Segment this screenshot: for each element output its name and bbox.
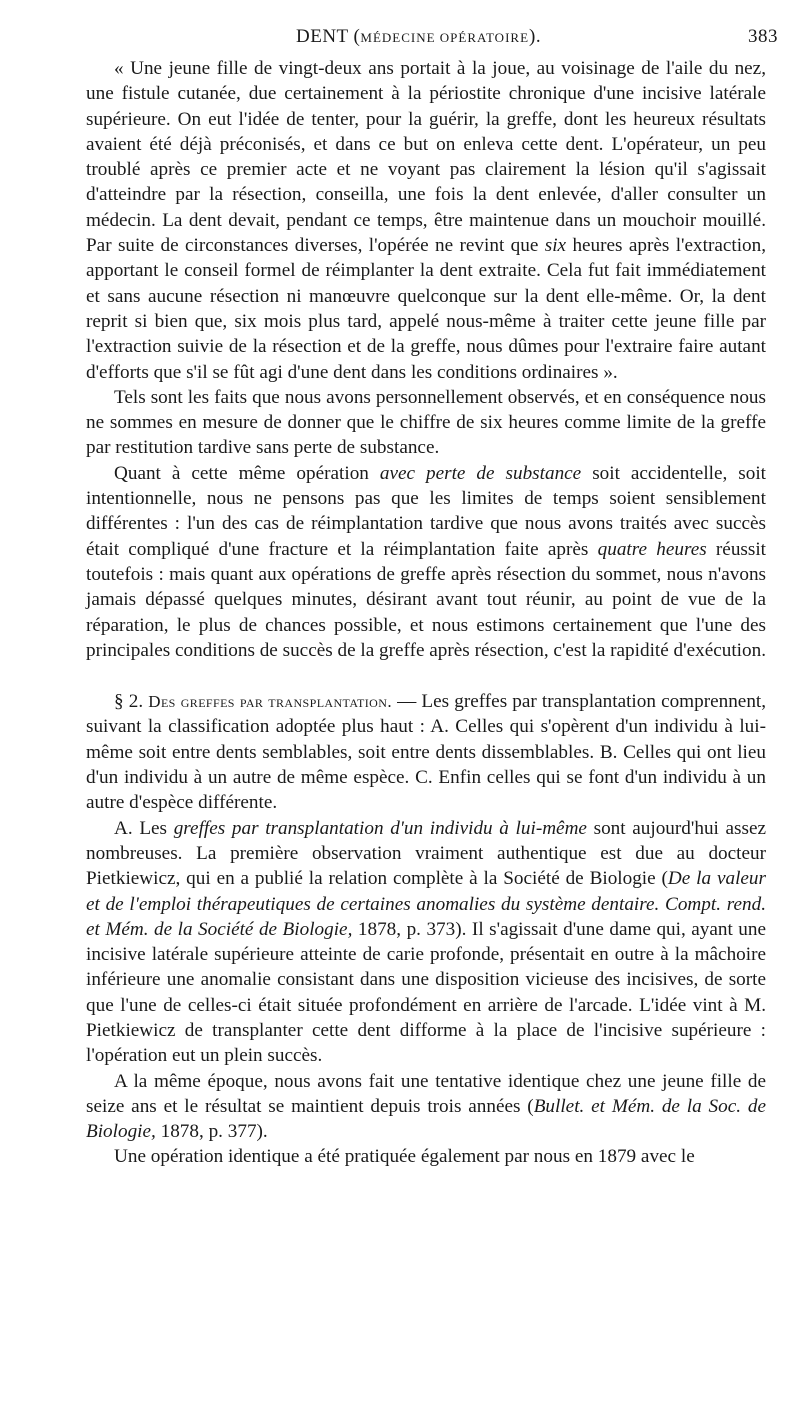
- p3-emphasis-2: quatre heures: [597, 538, 707, 560]
- pa-text-b: sont aujourd'hui assez nombreuses. La première observation vraiment authentique est due au docteur Pietkiewicz, qui en a publié la relation complète à la Société de Biologie (: [86, 817, 767, 890]
- pa-citation: De la valeur et de l'emploi thérapeutiques de certaines anomalies du système dentaire. Compt. rend. et Mém. de la Société de Biologie,: [86, 868, 766, 940]
- quoted-observation-paragraph: [86, 56, 766, 385]
- section-2-text: — Les greffes par transplantation comprennent, suivant la classification adoptée plus haut : A. Celles qui s'opèrent d'un individu à lui-même soit entre dents semblables, soit entre dents dissemblables. B. Celles qui ont lieu d'un individu à un autre de même espèce. C. Enfin celles qui se font d'un individu à un autre d'espèce différente.: [86, 691, 767, 814]
- running-title-main: DENT (: [296, 26, 361, 47]
- p3-text-c: réussit toutefois : mais quant aux opérations de greffe après résection du sommet, nous n'avons jamais dépassé quelques minutes, désirant avant tout réunir, au point de vue de la réparation, le plus de chances possible, et nous estimons certainement que l'une des principales conditions de succès de la greffe après résection, c'est la rapidité d'exécution.: [86, 538, 767, 661]
- p1-text-end: heures après l'extraction, apportant le conseil formel de réimplanter la dent extraite. Cela fut fait immédiatement et sans aucune résection ni manœuvre quelconque sur la dent elle-même. Or, la dent reprit si bien que, six mois plus tard, appelé nous-même à traiter cette jeune fille par l'extraction suivie de la résection et de la greffe, nous dûmes pour l'extraire faire autant d'efforts que s'il se fût agi d'une dent dans les conditions ordinaires ».: [86, 235, 767, 383]
- p5-text-b: 1878, p. 377).: [160, 1121, 268, 1143]
- section-heading: Des greffes par transplantation.: [148, 692, 392, 712]
- running-head: [86, 22, 778, 56]
- p3-text-a: Quant à cette même opération: [114, 462, 369, 484]
- p5-text-a: A la même époque, nous avons fait une tentative identique chez une jeune fille de seize ans et le résultat se maintient depuis trois années (: [86, 1070, 766, 1117]
- pa-emphasis-1: greffes par transplantation d'un individu à lui-même: [173, 817, 587, 839]
- running-title-smallcaps: MÉDECINE OPÉRATOIRE: [360, 30, 530, 45]
- running-title-end: ).: [529, 26, 542, 47]
- running-title: [296, 26, 541, 48]
- paragraph-1879: Une opération identique a été pratiquée également par nous en 1879 avec le: [114, 1146, 695, 1168]
- page-body: [86, 56, 766, 1170]
- p1-emphasis: six: [544, 235, 567, 257]
- p3-text-b: soit accidentelle, soit intentionnelle, nous ne pensons pas que les limites de temps soient sensiblement différentes : l'un des cas de réimplantation tardive que nous avons traités avec succès était compliqué d'une fracture et la réimplantation faite après: [86, 462, 767, 560]
- paragraph-loss-of-substance: [86, 461, 766, 663]
- book-page: [86, 22, 778, 1170]
- paragraph-same-epoch: [86, 1069, 766, 1145]
- section-number: § 2.: [114, 691, 144, 713]
- section-2-paragraph: [86, 689, 766, 815]
- p1-text: « Une jeune fille de vingt-deux ans portait à la joue, au voisinage de l'aile du nez, une fistule cutanée, due certainement à la périostite chronique d'une incisive latérale supérieure. On eut l'idée de tenter, pour la guérir, la greffe, dont les heureux résultats avaient été déjà préconisés, et dans ce but on enleva cette dent. L'opérateur, un peu troublé après ce premier acte et ne voyant pas clairement la lésion qu'il s'agissait d'atteindre par la résection, conseilla, une fois la dent enlevée, d'aller consulter un médecin. La dent devait, pendant ce temps, être maintenue dans un mouchoir mouillé. Par suite de circonstances diverses, l'opérée ne revint que: [86, 58, 766, 257]
- paragraph-six-hours: Tels sont les faits que nous avons personnellement observés, et en conséquence nous ne sommes en mesure de donner que le chiffre de six heures comme limite de la greffe par restitution tardive sans perte de substance.: [86, 386, 766, 459]
- pa-text-a: A. Les: [114, 817, 168, 839]
- paragraph-a-transplantation: [86, 816, 766, 1069]
- pa-text-c: 1878, p. 373). Il s'agissait d'une dame qui, ayant une incisive latérale supérieure atteinte de carie profonde, présentait en outre à la mâchoire inférieure une anomalie consistant dans une disposition vicieuse des incisives, de sorte que l'une de celles-ci était située profondément en arrière de l'arcade. L'idée vint à M. Pietkiewicz de transplanter cette dent difforme à la place de l'incisive supérieure : l'opération eut un plein succès.: [86, 918, 767, 1067]
- p5-citation: Bullet. et Mém. de la Soc. de Biologie,: [86, 1095, 766, 1143]
- page-number: 383: [748, 26, 778, 47]
- section-gap: [86, 663, 766, 689]
- p3-emphasis-1: avec perte de substance: [379, 462, 582, 484]
